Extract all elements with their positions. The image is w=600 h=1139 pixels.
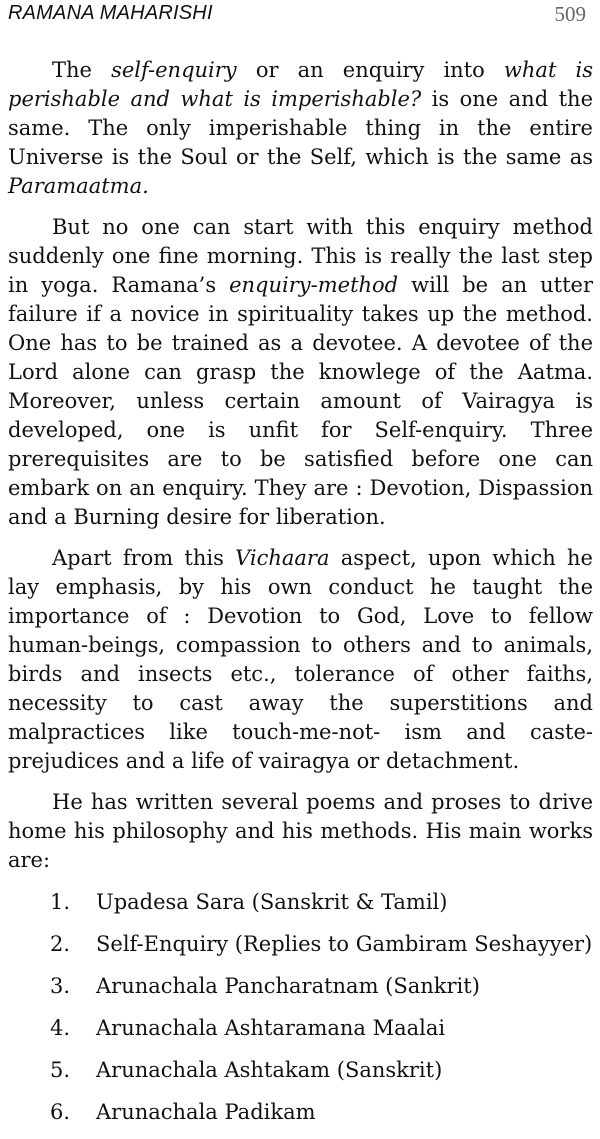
work-title: Arunachala Padikam (96, 1100, 316, 1124)
work-item (8, 929, 593, 959)
work-item (8, 971, 593, 1001)
paragraph-text: is one and the same. The only imperishable thing in the entire Universe is the Soul or the Self, which is the same as (8, 87, 593, 169)
work-title: Arunachala Ashtakam (Sanskrit) (96, 1058, 443, 1082)
page-number: 509 (554, 2, 586, 26)
work-title: Arunachala Ashtaramana Maalai (96, 1016, 446, 1040)
paragraph-text: Apart from this (52, 546, 236, 570)
body-paragraph (8, 788, 593, 875)
work-number: 4. (50, 1016, 71, 1040)
body-paragraph (8, 544, 593, 776)
paragraph-text: or an enquiry into (236, 58, 504, 82)
page-body (8, 56, 593, 1139)
work-item (8, 1097, 593, 1127)
work-title: Arunachala Pancharatnam (Sankrit) (96, 974, 480, 998)
work-number: 6. (50, 1100, 71, 1124)
italic-text: self-enquiry (111, 58, 237, 82)
body-paragraph (8, 56, 593, 201)
work-number: 1. (50, 890, 71, 914)
work-number: 5. (50, 1058, 71, 1082)
works-list (8, 887, 593, 1127)
body-paragraph (8, 213, 593, 532)
paragraph-text: will be an utter failure if a novice in spirituality takes up the method. One has to be trained as a devotee. A devotee of the Lord alone can grasp the knowlege of the Aatma. Moreover, unless certain amount of Vairagya is developed, one is unfit for Self-enquiry. Three prerequisites are to be satisfied before one can embark on an enquiry. They are : Devotion, Dispassion and a Burning desire for liberation. (8, 273, 593, 529)
running-title: RAMANA MAHARISHI (8, 2, 213, 24)
italic-text: Paramaatma. (8, 174, 149, 198)
work-item (8, 1055, 593, 1085)
italic-text: what is perishable and what is imperishable? (8, 58, 594, 111)
paragraph-text: He has written several poems and proses to drive home his philosophy and his methods. His main works are: (8, 790, 593, 872)
work-number: 3. (50, 974, 71, 998)
work-item (8, 1013, 593, 1043)
italic-text: Vichaara (235, 546, 330, 570)
work-item (8, 887, 593, 917)
work-title: Self-Enquiry (Replies to Gambiram Seshayyer) (96, 932, 593, 956)
paragraphs (8, 56, 593, 875)
italic-text: enquiry-method (229, 273, 399, 297)
work-number: 2. (50, 932, 71, 956)
paragraph-text: aspect, upon which he lay emphasis, by his own conduct he taught the importance of : Devotion to God, Love to fellow human-beings, compassion to others and to animals, birds and insects etc., tolerance of other faiths, necessity to cast away the superstitions and malpractices like touch-me-not- ism and caste-prejudices and a life of vairagya or detachment. (8, 546, 593, 773)
paragraph-text: The (52, 58, 112, 82)
work-title: Upadesa Sara (Sanskrit & Tamil) (96, 890, 448, 914)
paragraph-text: But no one can start with this enquiry method suddenly one fine morning. This is really the last step in yoga. Ramana’s (8, 215, 593, 297)
